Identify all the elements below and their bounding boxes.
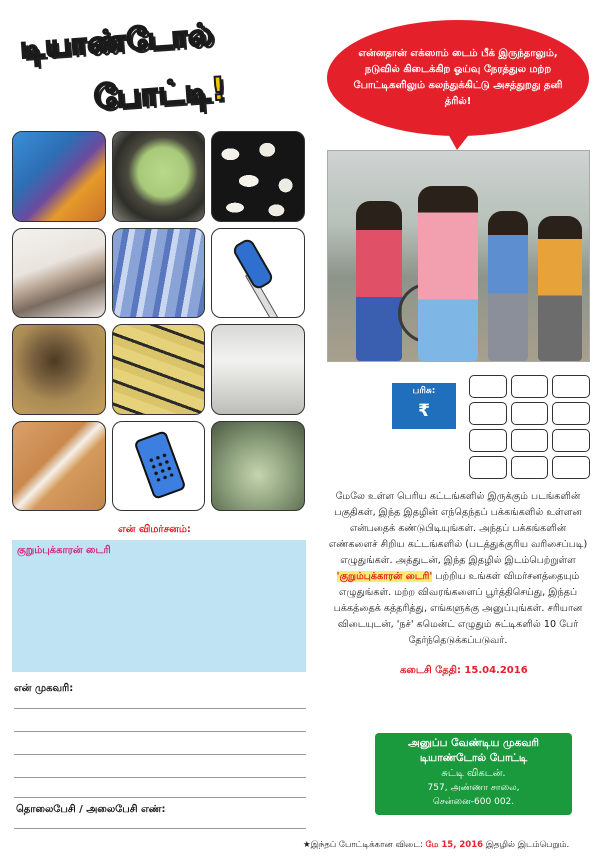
puzzle-tile-4 [12, 228, 106, 319]
send-street: 757, அண்ணா சாலை, [427, 783, 520, 793]
send-org: சுட்டி விகடன். [441, 768, 506, 779]
deadline-label: கடைசி தேதி: [400, 665, 461, 676]
pump-handle-graphic [231, 236, 275, 290]
speech-bubble-text: என்னதான் எக்ஸாம் டைம் பீக் இருந்தாலும், நடுவில் கிடைக்கிற ஓய்வு நேரத்துல மற்ற போட்டிகளிலும் கலந்துக்கிட்டு அசத்துறது தனி த்ரில்! [353, 48, 563, 107]
puzzle-tile-12 [211, 421, 305, 512]
children-photo [327, 150, 590, 362]
puzzle-tile-10 [12, 421, 106, 512]
contest-title [14, 17, 299, 125]
answer-box[interactable] [511, 429, 549, 452]
phone-line[interactable] [14, 828, 306, 829]
comments-input-area[interactable] [12, 540, 306, 672]
title-line-2: போட்டி! [92, 69, 228, 117]
answer-box[interactable] [552, 456, 590, 479]
answer-box[interactable] [469, 429, 507, 452]
puzzle-tile-6 [211, 228, 305, 319]
answer-box[interactable] [511, 402, 549, 425]
phone-icon [133, 430, 186, 500]
puzzle-tile-5 [112, 228, 206, 319]
send-city: சென்னை-600 002. [432, 797, 515, 807]
comments-heading: என் விமர்சனம்: [118, 524, 191, 535]
address-line-1[interactable] [14, 708, 306, 709]
child-figure [538, 216, 582, 361]
send-heading: அனுப்ப வேண்டிய முகவரி [408, 737, 539, 749]
send-contest-name: டியாண்டோல் போட்டி [419, 752, 528, 764]
title-line-1: டியாண்டோல் [18, 17, 216, 66]
puzzle-tile-9 [211, 324, 305, 415]
answer-box[interactable] [511, 375, 549, 398]
prize-amount: ₹ 2,500 [397, 401, 451, 447]
child-figure [356, 201, 402, 361]
answer-box[interactable] [469, 375, 507, 398]
answer-box[interactable] [469, 402, 507, 425]
puzzle-tile-2 [112, 131, 206, 222]
address-label: என் முகவரி: [14, 683, 74, 694]
answer-box[interactable] [469, 456, 507, 479]
prize-badge [392, 383, 456, 447]
puzzle-tile-8 [112, 324, 206, 415]
answer-release-note [303, 840, 569, 851]
deadline-date: 15.04.2016 [464, 665, 528, 676]
answer-box-grid [469, 375, 590, 479]
deadline [400, 665, 528, 677]
instructions-highlight: 'குறும்புக்காரன் டைரி' [336, 571, 433, 582]
comments-label: குறும்புக்காரன் டைரி [17, 545, 111, 556]
contest-instructions [327, 489, 589, 649]
footer-date: மே 15, 2016 [425, 840, 484, 850]
address-line-2[interactable] [14, 731, 306, 732]
instructions-text-2: பற்றிய உங்கள் விமர்சனத்தையும் எழுதுங்கள். மற்ற விவரங்களைப் பூர்த்திசெய்து, இந்தப் பக்கத்தைக் கத்தரித்து, எங்களுக்கு அனுப்புங்கள். சரியான விடையுடன், 'நச்' கமென்ட் எழுதும் சுட்டிகளில் 10 பேர் தேர்ந்தெடுக்கப்படுவர். [333, 571, 583, 646]
phone-label: தொலைபேசி / அலைபேசி எண்: [16, 804, 166, 815]
instructions-text-1: மேலே உள்ள பெரிய கட்டங்களில் இருக்கும் படங்களின் பகுதிகள், இந்த இதழின் எந்தெந்தப் பக்கங்களில் உள்ளன என்பதைக் கண்டுபிடியுங்கள். அந்தப் பக்கங்களின் எண்களைச் சிறிய கட்டங்களில் (படத்துக்குரிய வரிசைப்படி) எழுதுங்கள். அத்துடன், இந்த இதழில் இடம்பெற்றுள்ள [328, 491, 588, 566]
prize-label: பரிசு: [412, 386, 436, 396]
answer-box[interactable] [552, 375, 590, 398]
answer-box[interactable] [511, 456, 549, 479]
puzzle-tile-7 [12, 324, 106, 415]
address-line-4[interactable] [14, 777, 306, 778]
puzzle-tile-3 [211, 131, 305, 222]
speech-bubble [327, 20, 589, 136]
child-figure [488, 211, 528, 361]
answer-box[interactable] [552, 429, 590, 452]
footer-suffix: இதழில் இடம்பெறும். [485, 840, 570, 850]
puzzle-tile-grid [12, 131, 305, 511]
answer-box[interactable] [552, 402, 590, 425]
address-line-3[interactable] [14, 754, 306, 755]
child-figure [418, 186, 478, 361]
send-address-box [375, 733, 572, 815]
puzzle-tile-1 [12, 131, 106, 222]
address-line-5[interactable] [14, 797, 306, 798]
footer-prefix: ★இந்தப் போட்டிக்கான விடை: [303, 840, 423, 850]
puzzle-tile-11 [112, 421, 206, 512]
